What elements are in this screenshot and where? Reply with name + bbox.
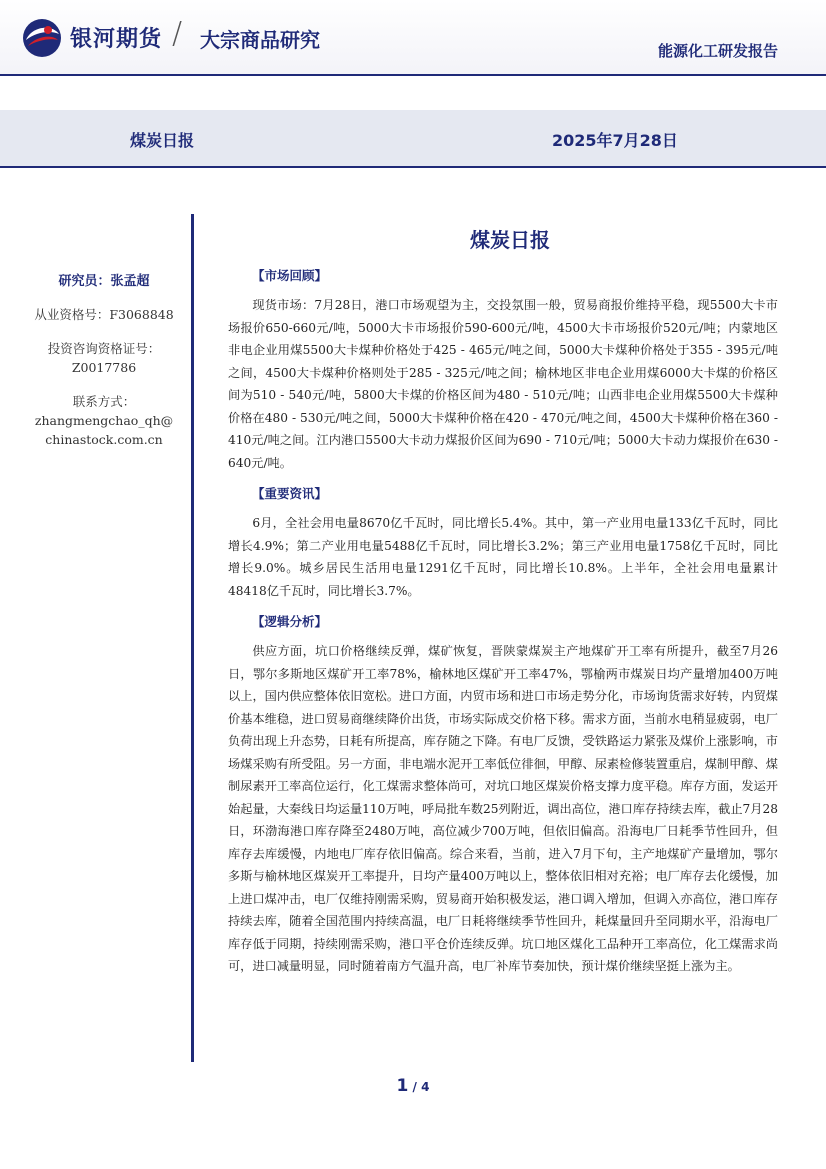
logic-analysis-paragraph: 供应方面，坑口价格继续反弹，煤矿恢复，晋陕蒙煤炭主产地煤矿开工率有所提升，截至7月26日，鄂尔多斯地区煤矿开工率78%，榆林地区煤矿开工率47%，鄂榆两市煤炭日均产量增加400万吨以上，国内供应整体依旧宽松。进口方面，内贸市场和进口市场走势分化，市场询货需求好转，内贸煤价基本维稳，进口贸易商继续降价出货，市场实际成交价格下移。需求方面，当前水电稍显疲弱，电厂负荷出现上升态势，日耗有所提高，库存随之下降。有电厂反馈，受铁路运力紧张及煤价上涨影响，市场煤采购有所受阻。另一方面，非电端水泥开工率低位徘徊，甲醇、尿素检修装置重启，煤制甲醇、煤制尿素开工率高位运行，化工煤需求整体尚可，对坑口地区煤炭价格支撑力度平稳。库存方面，发运开始起量，大秦线日均运量110万吨，呼局批车数25列附近，调出高位，港口库存持续去库，截止7月28日，环渤海港口库存降至2480万吨，高位减少700万吨，但依旧偏高。沿海电厂日耗季节性回升，但库存去库缓慢，内地电厂库存依旧偏高。综合来看，当前，进入7月下旬，主产地煤矿产量增加，鄂尔多斯与榆林地区煤炭开工率提升，日均产量400万吨以上，整体依旧相对充裕；电厂库存去化缓慢，加上进口煤冲击，电厂仅维持刚需采购，贸易商开始积极发运，港口调入增加，但调入亦高位，港口库存持续去库，随着全国范围内持续高温，电厂日耗将继续季节性回升，耗煤量回升至同期水平，沿海电厂库存低于同期，持续刚需采购，港口平仓价连续反弹。坑口地区煤化工品种开工率高位，化工煤需求尚可，进口减量明显，同时随着南方气温升高，电厂补库节奏加快，预计煤价继续坚挺上涨为主。 [228, 644, 778, 973]
analyst-sidebar [20, 272, 188, 464]
report-date: 2025年7月28日 [552, 131, 678, 150]
sidebar-divider [191, 214, 194, 1062]
title-band-rule [0, 166, 826, 168]
contact-info [20, 392, 188, 449]
division-name: 大宗商品研究 [200, 28, 320, 52]
report-body [228, 266, 778, 988]
section-heading-key-news: 【重要资讯】 [252, 486, 328, 501]
header-rule [0, 74, 826, 76]
market-review-paragraph: 现货市场：7月28日，港口市场观望为主，交投氛围一般，贸易商报价维持平稳，现5500大卡市场报价650-660元/吨，5000大卡市场报价590-600元/吨，4500大卡市场报价520元/吨；内蒙地区非电企业用煤5500大卡煤种价格处于425 - 465元/吨之间，5000大卡煤种价格处于355 - 395元/吨之间，4500大卡煤种价格则处于285 - 325元/吨之间；榆林地区非电企业用煤6000大卡煤的价格区间为510 - 540元/吨，5800大卡煤的价格区间为480 - 510元/吨；山西非电企业用煤5500大卡煤种价格在480 - 530元/吨之间，5000大卡煤种价格在420 - 470元/吨之间，4500大卡煤种价格在360 - 410元/吨之间。江内港口5500大卡动力煤报价区间为690 - 710元/吨；5000大卡动力煤报价在630 - 640元/吨。 [228, 298, 778, 470]
license-number: 从业资格号：F3068848 [34, 307, 174, 322]
contact-email-line2: chinastock.com.cn [45, 432, 163, 447]
title-band [0, 110, 826, 166]
page-separator: / [408, 1080, 422, 1094]
galaxy-futures-logo-icon [22, 18, 62, 58]
analyst-name: 研究员：张孟超 [58, 274, 150, 289]
report-type-label: 能源化工研发报告 [657, 42, 778, 60]
contact-label: 联系方式： [72, 394, 136, 409]
consult-license [20, 339, 188, 377]
consult-license-label: 投资咨询资格证号： [47, 341, 161, 356]
brand-name: 银河期货 [70, 27, 163, 52]
band-title: 煤炭日报 [130, 131, 195, 150]
key-news-paragraph: 6月，全社会用电量8670亿千瓦时，同比增长5.4%。其中，第一产业用电量133亿千瓦时，同比增长4.9%；第二产业用电量5488亿千瓦时，同比增长3.2%；第三产业用电量1758亿千瓦时，同比增长9.0%。城乡居民生活用电量1291亿千瓦时，同比增长10.8%。上半年，全社会用电量累计48418亿千瓦时，同比增长3.7%。 [228, 516, 778, 598]
section-heading-market-review: 【市场回顾】 [252, 268, 328, 283]
consult-license-number: Z0017786 [71, 360, 137, 375]
contact-email-line1: zhangmengchao_qh@ [34, 413, 174, 428]
page-number [0, 1076, 826, 1096]
header-separator: / [172, 16, 183, 51]
page-total: 4 [421, 1080, 430, 1094]
page-current: 1 [396, 1076, 409, 1096]
document-title: 煤炭日报 [470, 228, 550, 252]
section-heading-logic-analysis: 【逻辑分析】 [252, 614, 328, 629]
